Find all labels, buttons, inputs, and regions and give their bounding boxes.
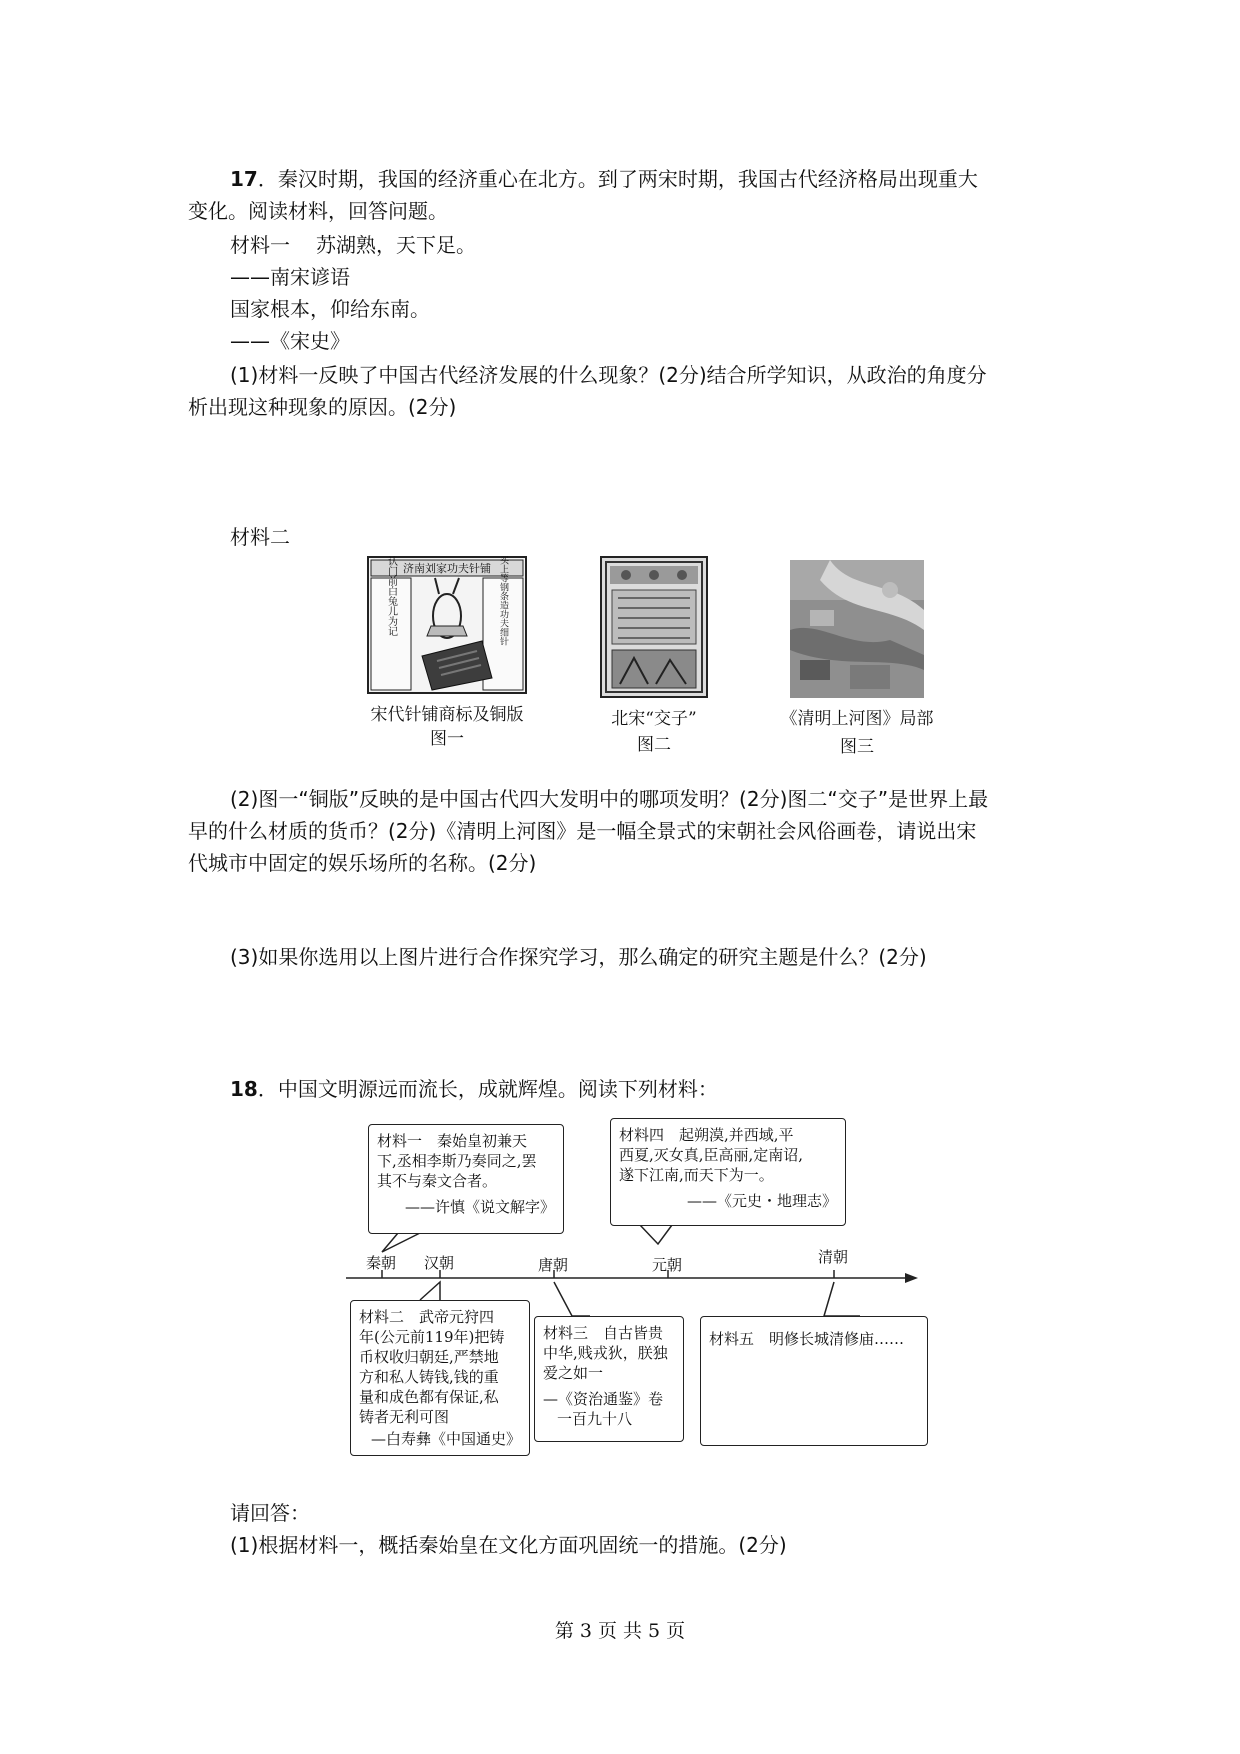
figure2-caption: 北宋“交子” (611, 709, 697, 729)
q18-part1: (1)根据材料一，概括秦始皇在文化方面巩固统一的措施。(2分) (230, 1533, 787, 1557)
pointer-box1 (382, 1233, 420, 1252)
dynasty-qin: 秦朝 (366, 1254, 397, 1272)
material5-box: 材料五 明修长城清修庙…… (700, 1316, 928, 1446)
q17-material1b: 国家根本，仰给东南。 (230, 297, 430, 321)
pointer-box5 (824, 1282, 860, 1316)
pointer-box3 (554, 1282, 590, 1316)
q17-part1-line2: 析出现这种现象的原因。(2分) (188, 395, 457, 419)
q17-part2-line2: 早的什么材质的货币？(2分)《清明上河图》是一幅全景式的宋朝社会风俗画卷，请说出宋 (188, 819, 977, 843)
dynasty-yuan: 元朝 (652, 1256, 683, 1274)
q17-intro-line2: 变化。阅读材料，回答问题。 (188, 199, 448, 223)
page-footer: 第 3 页 共 5 页 (554, 1620, 686, 1642)
seal-left-text: 认门前白兔儿为记 (385, 556, 397, 636)
q17-intro-line1: 17．秦汉时期，我国的经济重心在北方。到了两宋时期，我国古代经济格局出现重大 (230, 167, 978, 191)
dynasty-qing: 清朝 (818, 1248, 849, 1266)
figure2-label: 图二 (637, 735, 671, 755)
pointer-box2 (420, 1282, 440, 1300)
q17-part3: (3)如果你选用以上图片进行合作探究学习，那么确定的研究主题是什么？(2分) (230, 945, 927, 969)
q17-material1-source: ——南宋谚语 (230, 265, 350, 289)
q18-number: 18 (230, 1077, 258, 1101)
material1-box: 材料一 秦始皇初兼天 下,丞相李斯乃奏同之,罢 其不与秦文合者。 ——许慎《说文解字》 (368, 1124, 564, 1234)
q18-intro: 18．中国文明源远而流长，成就辉煌。阅读下列材料： (230, 1077, 718, 1101)
q17-part1-line1: (1)材料一反映了中国古代经济发展的什么现象？(2分)结合所学知识，从政治的角度分 (230, 363, 987, 387)
seal-right-text: 收买上等钢条造功夫细针 (498, 556, 508, 646)
q17-material1b-source: ——《宋史》 (230, 329, 350, 353)
material3-box: 材料三 自古皆贵 中华,贱戎狄，朕独 爱之如一 —《资治通鉴》卷 一百九十八 (534, 1316, 684, 1442)
figure3-label: 图三 (840, 737, 874, 757)
q17-number: 17 (230, 167, 258, 191)
pointer-box4 (640, 1225, 672, 1244)
dynasty-han: 汉朝 (424, 1254, 455, 1272)
q17-part2-line3: 代城市中固定的娱乐场所的名称。(2分) (188, 851, 537, 875)
q17-part2-line1: (2)图一“铜版”反映的是中国古代四大发明中的哪项发明？(2分)图二“交子”是世界上最 (230, 787, 989, 811)
figure3-caption: 《清明上河图》局部 (780, 709, 934, 729)
dynasty-tang: 唐朝 (538, 1256, 569, 1274)
figure1-label: 图一 (430, 729, 464, 749)
timeline-arrow (905, 1273, 918, 1283)
seal-text: 济南刘家功夫针铺 (403, 562, 491, 575)
q17-material1: 材料一 苏湖熟，天下足。 (230, 233, 476, 257)
material4-box: 材料四 起朔漠,并西域,平 西夏,灭女真,臣高丽,定南诏, 遂下江南,而天下为一。 ——《元史・地理志》 (610, 1118, 846, 1226)
material2-box: 材料二 武帝元狩四 年(公元前119年)把铸 币权收归朝廷,严禁地 方和私人铸钱,钱的重 量和成色都有保证,私 铸者无利可图 —白寿彝《中国通史》 (350, 1300, 530, 1456)
q17-material2-label: 材料二 (230, 525, 290, 549)
figure1-caption: 宋代针铺商标及铜版 (370, 705, 524, 725)
q18-ask: 请回答： (230, 1501, 310, 1525)
